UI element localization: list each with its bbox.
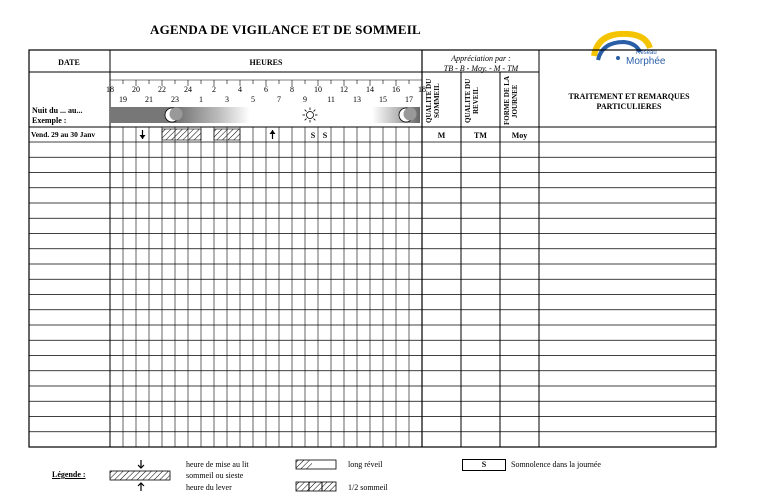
legend-label: Légende :: [52, 470, 86, 479]
example-date: Vend. 29 au 30 Janv: [31, 130, 96, 139]
header-qualite-reveil: QUALITE DU REVEIL: [464, 78, 480, 124]
hour-label-top: 18: [106, 85, 114, 94]
hour-label-top: 2: [212, 85, 216, 94]
hour-label-top: 20: [132, 85, 140, 94]
hour-label-bottom: 7: [277, 95, 281, 104]
hour-label-top: 12: [340, 85, 348, 94]
hour-label-top: 18: [418, 85, 426, 94]
up-arrow-icon-head: [270, 130, 276, 134]
example-qualite-sommeil: M: [437, 131, 446, 140]
legend-long-reveil-hatch: [296, 460, 312, 469]
legend-coucher: heure de mise au lit: [186, 460, 249, 469]
appreciation-line1: Appréciation par :: [451, 54, 511, 63]
hour-label-bottom: 3: [225, 95, 229, 104]
hour-label-top: 16: [392, 85, 400, 94]
legend-somnolence: Somnolence dans la journée: [511, 460, 601, 469]
example-qualite-reveil: TM: [474, 131, 487, 140]
example-somnolence-2: S: [322, 131, 328, 140]
sun-ray: [305, 119, 307, 121]
logo-name: Morphée: [626, 56, 666, 67]
legend-up-arrow-icon: [138, 483, 144, 491]
legend-lever: heure du lever: [186, 483, 232, 492]
legend-down-arrow-icon: [138, 460, 144, 468]
sun-ray: [314, 119, 316, 121]
legend-somnolence-box: S: [462, 459, 506, 471]
hour-label-top: 22: [158, 85, 166, 94]
hour-label-bottom: 5: [251, 95, 255, 104]
hour-label-top: 10: [314, 85, 322, 94]
appreciation-header: [422, 54, 540, 74]
example-sleep-bar: [110, 107, 170, 123]
legend-demi-sommeil-symbol: [296, 482, 336, 491]
hour-label-top: 6: [264, 85, 268, 94]
hour-label-top: 14: [366, 85, 374, 94]
hour-label-bottom: 9: [303, 95, 307, 104]
hour-label-top: 8: [290, 85, 294, 94]
legend-long-reveil: long réveil: [348, 460, 383, 469]
legend-demi-sommeil: 1/2 sommeil: [348, 483, 388, 492]
hour-label-bottom: 17: [405, 95, 413, 104]
header-heures: HEURES: [249, 58, 283, 67]
hour-label-bottom: 23: [171, 95, 179, 104]
example-forme: Moy: [511, 131, 528, 140]
header-forme-journee: FORME DE LA JOURNEE: [503, 76, 519, 126]
example-somnolence-1: S: [310, 131, 316, 140]
example-long-reveil-1: [162, 129, 201, 140]
header-traitement: TRAITEMENT ET REMARQUES PARTICULIERES: [568, 92, 690, 111]
label-nuit: Nuit du ... au...: [32, 106, 83, 115]
hour-label-bottom: 11: [327, 95, 335, 104]
sun-ray: [314, 110, 316, 112]
hour-label-top: 4: [238, 85, 242, 94]
moon-icon-shadow: [170, 108, 183, 121]
legend-sommeil: sommeil ou sieste: [186, 471, 244, 480]
hour-label-bottom: 19: [119, 95, 127, 104]
legend-sommeil-symbol: [110, 471, 170, 480]
hour-label-bottom: 21: [145, 95, 153, 104]
page-title: AGENDA DE VIGILANCE ET DE SOMMEIL: [150, 22, 421, 37]
down-arrow-icon-head: [140, 135, 146, 139]
label-exemple: Exemple :: [32, 116, 67, 125]
logo-small-text: Réseau: [636, 50, 657, 56]
hour-label-bottom: 1: [199, 95, 203, 104]
sun-icon: [307, 112, 314, 119]
hour-label-bottom: 13: [353, 95, 361, 104]
example-long-reveil-2: [214, 129, 240, 140]
appreciation-line2: TB - B - Moy. - M - TM: [443, 64, 519, 73]
sun-ray: [305, 110, 307, 112]
moon-icon-shadow: [404, 108, 417, 121]
hour-label-bottom: 15: [379, 95, 387, 104]
header-qualite-sommeil: QUALITE DU SOMMEIL: [425, 78, 441, 124]
header-date: DATE: [58, 58, 80, 67]
hour-label-top: 24: [184, 85, 192, 94]
